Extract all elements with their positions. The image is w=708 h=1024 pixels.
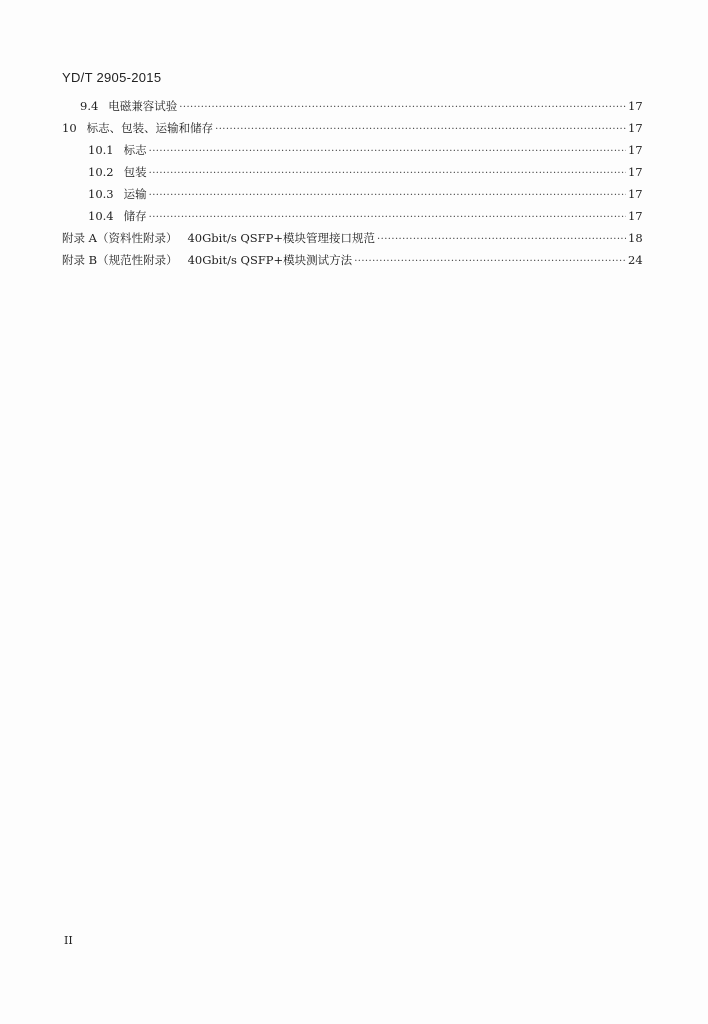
toc-entry-title: 电磁兼容试验 <box>108 99 178 113</box>
toc-entry-page: 18 <box>628 231 643 245</box>
toc-entry[interactable] <box>62 251 643 269</box>
toc-entry[interactable] <box>88 163 643 181</box>
toc-entry-title: 标志、包装、运输和储存 <box>86 121 214 135</box>
toc-entry-page: 24 <box>628 253 643 267</box>
toc-entry-number: 10.1 <box>88 143 114 157</box>
toc-entry[interactable] <box>80 97 643 115</box>
toc-entry[interactable] <box>62 229 643 247</box>
toc-entry-number: 10.4 <box>88 209 114 223</box>
toc-leader-dots <box>377 231 626 249</box>
toc-entry-page: 17 <box>627 143 643 157</box>
standard-code: YD/T 2905-2015 <box>62 70 162 85</box>
toc-leader-dots <box>149 209 626 227</box>
toc-entry[interactable] <box>88 207 643 225</box>
toc-leader-dots <box>179 99 626 117</box>
toc-entry-number: 10 <box>62 121 77 135</box>
toc-entry-title: 运输 <box>123 187 147 201</box>
toc-leader-dots <box>354 253 626 271</box>
toc-entry-title: 40Gbit/s QSFP+模块管理接口规范 <box>187 231 376 245</box>
toc-entry[interactable] <box>88 185 643 203</box>
toc-entry-number: 附录 B（规范性附录） <box>62 253 178 267</box>
toc-leader-dots <box>149 143 626 161</box>
toc-leader-dots <box>149 187 626 205</box>
toc-entry-title: 40Gbit/s QSFP+模块测试方法 <box>187 253 353 267</box>
toc-entry[interactable] <box>62 119 643 137</box>
toc-leader-dots <box>215 121 626 139</box>
toc-entry-page: 17 <box>627 165 643 179</box>
toc-entry-number: 10.3 <box>88 187 114 201</box>
toc-entry-number: 9.4 <box>80 99 99 113</box>
toc-entry-page: 17 <box>628 121 643 135</box>
toc-entry-number: 10.2 <box>88 165 114 179</box>
toc-entry-page: 17 <box>627 209 643 223</box>
toc-entry-page: 17 <box>628 99 643 113</box>
toc-entry-title: 标志 <box>123 143 147 157</box>
toc-leader-dots <box>149 165 626 183</box>
toc-entry[interactable] <box>88 141 643 159</box>
toc-entry-title: 储存 <box>123 209 147 223</box>
toc-entry-title: 包装 <box>123 165 147 179</box>
toc-entry-page: 17 <box>627 187 643 201</box>
toc-entry-number: 附录 A（资料性附录） <box>62 231 178 245</box>
page-number: II <box>64 934 73 947</box>
